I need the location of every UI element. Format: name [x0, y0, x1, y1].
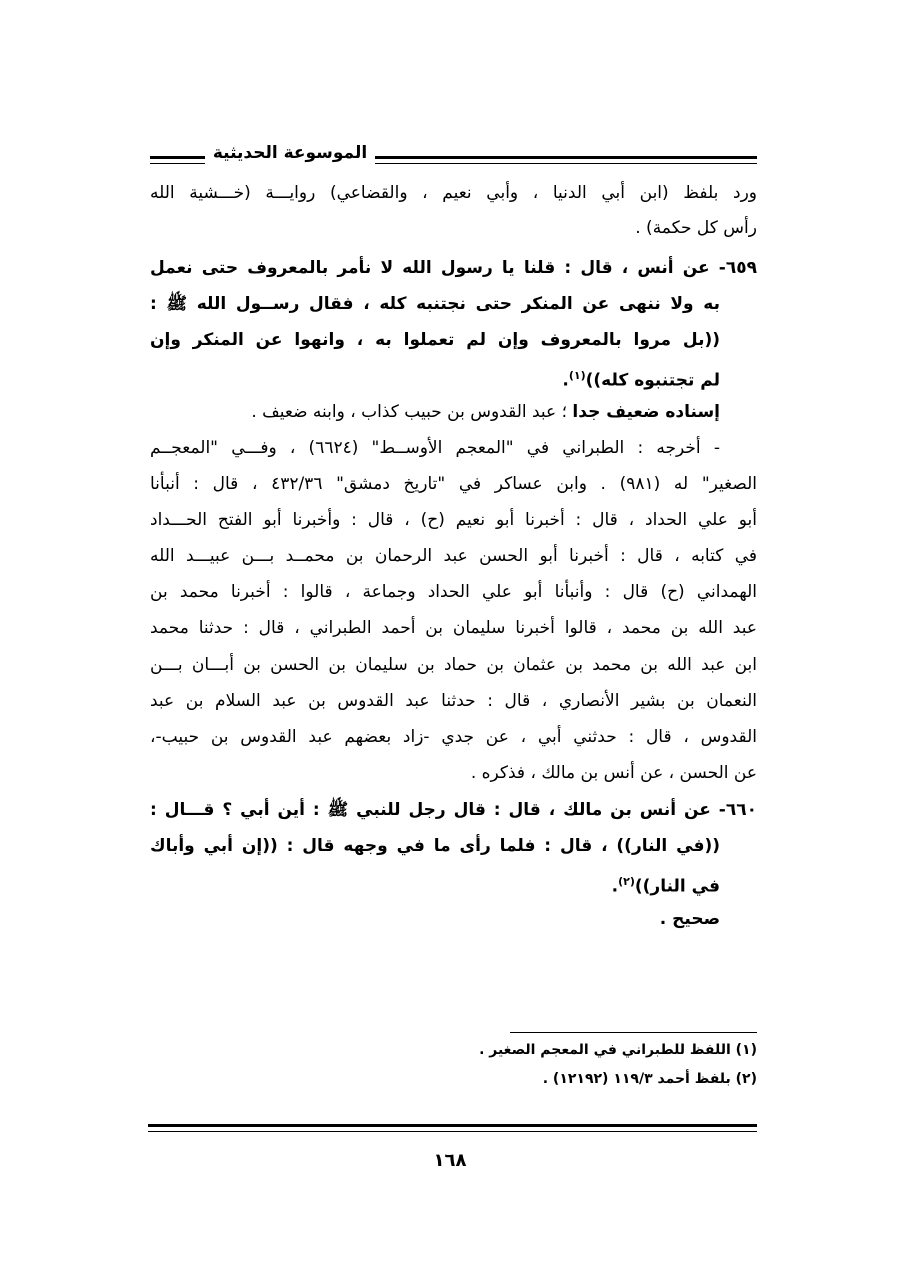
text-line: ورد بلفظ (ابن أبي الدنيا ، وأبي نعيم ، والقضاعي) روايـــة (خـــشية الله — [150, 183, 757, 203]
hadith-660-line: ((في النار)) ، قال : فلما رأى ما في وجهه قال : ((إن أبي وأباك — [150, 836, 720, 856]
footnote-ref[interactable]: (٢) — [618, 875, 635, 888]
text-line: في كتابه ، قال : أخبرنا أبو الحسن عبد الرحمان بن محمــد بـــن عبيـــد الله — [150, 546, 757, 566]
footnote-separator — [510, 1032, 757, 1033]
text-line: القدوس ، قال : حدثني أبي ، عن جدي -زاد بعضهم عبد القدوس بن حبيب-، — [150, 727, 757, 747]
footer-rule — [148, 1124, 757, 1127]
hadith-text: لم تجتنبوه كله)) — [585, 370, 720, 391]
footnote: (١) اللفظ للطبراني في المعجم الصغير . — [479, 1042, 757, 1058]
hadith-660-line: ٦٦٠- عن أنس بن مالك ، قال : قال رجل للنبي ﷺ : أين أبي ؟ قـــال : — [150, 800, 757, 820]
footnote-ref[interactable]: (١) — [568, 369, 586, 382]
text-line: النعمان بن بشير الأنصاري ، قال : حدثنا عبد القدوس بن عبد السلام بن عبد — [150, 691, 757, 711]
running-header-title: الموسوعة الحديثية — [212, 143, 368, 163]
footnote: (٢) بلفظ أحمد ١١٩/٣ (١٢١٩٢) . — [542, 1071, 757, 1087]
text-line: - أخرجه : الطبراني في "المعجم الأوســط" (٦٦٢٤) ، وفـــي "المعجــم — [150, 438, 720, 458]
hadith-659-line: ((بل مروا بالمعروف وإن لم تعملوا به ، وانهوا عن المنكر وإن — [150, 330, 720, 350]
text-line: الصغير" له (٩٨١) . وابن عساكر في "تاريخ دمشق" ٤٣٢/٣٦ ، قال : أنبأنا — [150, 474, 757, 494]
grading-text: ؛ عبد القدوس بن حبيب كذاب ، وابنه ضعيف . — [251, 402, 568, 422]
text-line: عبد الله بن محمد ، قالوا أخبرنا سليمان بن أحمد الطبراني ، قال : حدثنا محمد — [150, 618, 757, 638]
footer-rule — [148, 1131, 757, 1132]
hadith-660-line: في النار))$^{(٢)}$. — [611, 875, 720, 897]
text-line: ابن عبد الله بن محمد بن عثمان بن حماد بن سليمان بن الحسن بن أبـــان بـــن — [150, 655, 757, 675]
grading-line — [150, 399, 720, 425]
header-rule-short — [150, 156, 205, 164]
hadith-text: في النار)) — [634, 876, 720, 897]
text-line: رأس كل حكمة) . — [635, 218, 757, 238]
text-line: عن الحسن ، عن أنس بن مالك ، فذكره . — [470, 763, 757, 783]
header-rule-long — [375, 156, 757, 164]
hadith-659-line: ٦٥٩- عن أنس ، قال : قلنا يا رسول الله لا نأمر بالمعروف حتى نعمل — [150, 258, 757, 278]
grading-label: إسناده ضعيف جدا — [572, 402, 720, 422]
text-line: الهمداني (ح) قال : وأنبأنا أبو علي الحداد وجماعة ، قالوا : أخبرنا محمد بن — [150, 582, 757, 602]
hadith-659-line: لم تجتنبوه كله))$^{(١)}$. — [562, 369, 720, 391]
text-line: أبو علي الحداد ، قال : أخبرنا أبو نعيم (ح) ، قال : وأخبرنا أبو الفتح الحـــداد — [150, 510, 757, 530]
grading-line: صحيح . — [659, 909, 720, 929]
hadith-659-line: به ولا ننهى عن المنكر حتى نجتنبه كله ، فقال رســول الله ﷺ : — [150, 294, 720, 314]
page-number: ١٦٨ — [433, 1150, 467, 1171]
